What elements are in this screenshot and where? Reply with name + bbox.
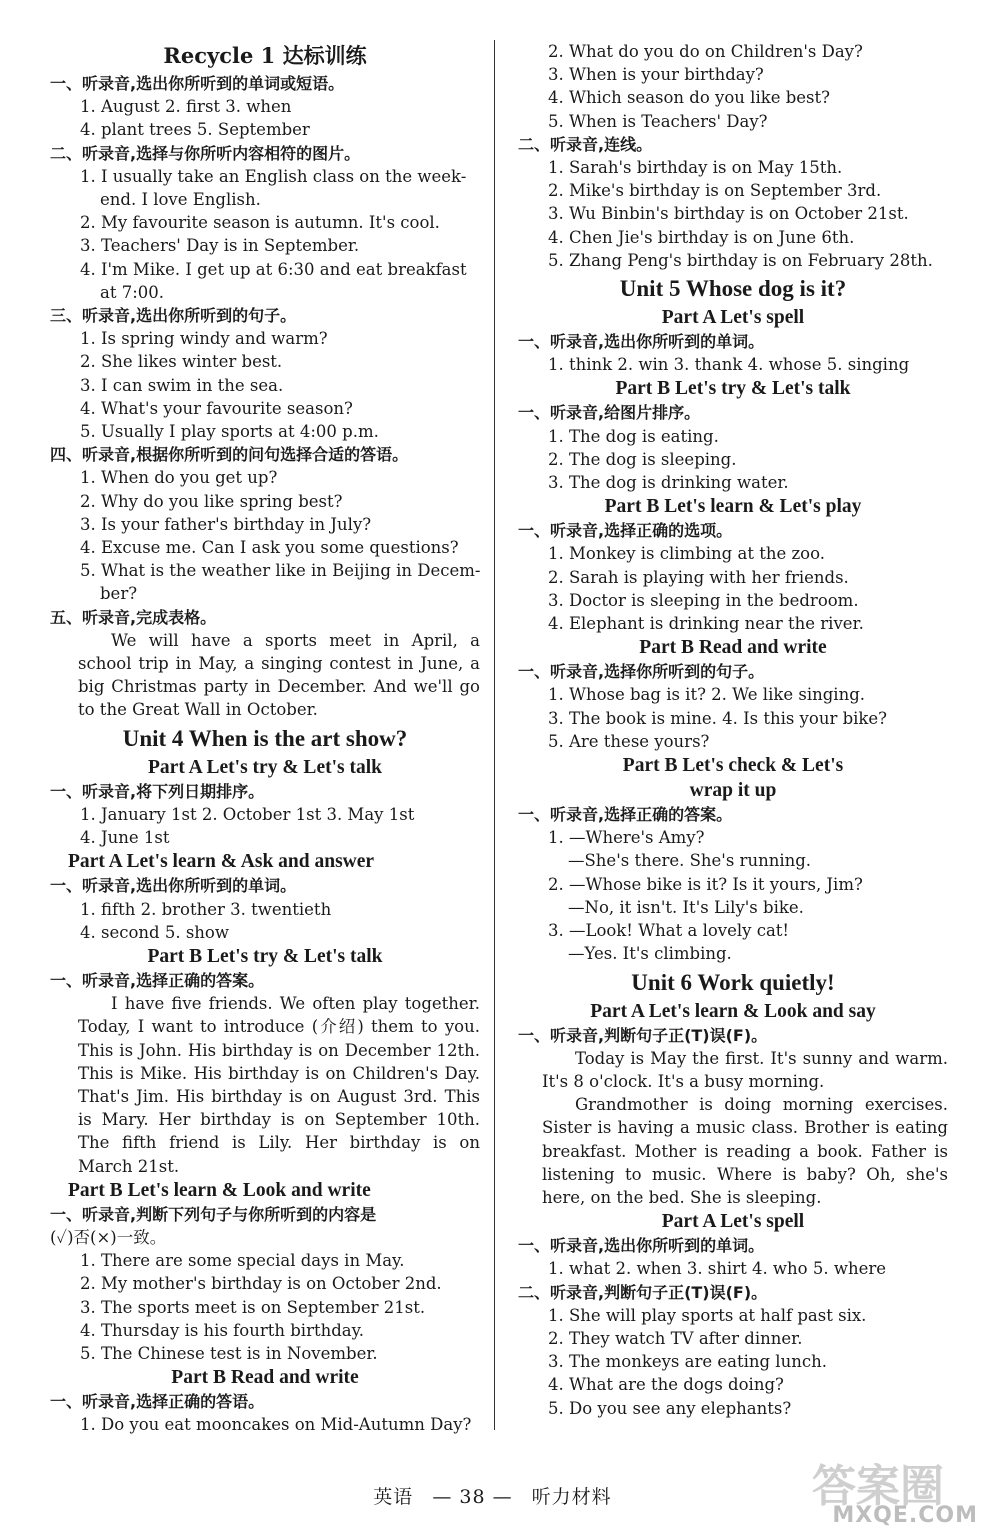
section-heading: 一、听录音,判断句子正(T)误(F)。 — [518, 1025, 768, 1045]
passage: We will have a sports meet in April, a school trip in May, a singing contest in June, a big Christmas party in December. And we'll go to the Great Wall in October. — [78, 630, 480, 720]
item: 2. My favourite season is autumn. It's cool. — [80, 213, 440, 233]
section-heading: 一、听录音,选择正确的答语。 — [50, 1392, 265, 1412]
item: 1. fifth 2. brother 3. twentieth — [80, 899, 332, 919]
dialogue-line: —She's there. She's running. — [568, 851, 812, 871]
item: 1. Whose bag is it? 2. We like singing. — [548, 685, 865, 705]
item: 3. When is your birthday? — [548, 65, 764, 85]
item: 5. Zhang Peng's birthday is on February 28th. — [548, 250, 933, 270]
dialogue-line: 2. —Whose bike is it? Is it yours, Jim? — [548, 874, 863, 894]
section-heading: 四、听录音,根据你所听到的问句选择合适的答语。 — [50, 445, 409, 465]
page-number: — 38 — — [432, 1486, 513, 1508]
section-heading-cont: (✓)否(×)一致。 — [50, 1227, 167, 1247]
unit4-title: Unit 4 When is the art show? — [122, 725, 408, 751]
right-column — [518, 40, 948, 1420]
part-title: Part B Read and write — [171, 1367, 359, 1389]
item: 4. second 5. show — [80, 922, 229, 942]
part-title: Part B Let's check & Let's — [622, 755, 844, 777]
footer-label: 听力材料 — [531, 1486, 612, 1508]
section-heading: 一、听录音,选择正确的答案。 — [518, 805, 733, 825]
item: 4. I'm Mike. I get up at 6:30 and eat breakfast — [80, 259, 467, 279]
item: 2. Sarah is playing with her friends. — [548, 567, 849, 587]
item: 1. She will play sports at half past six. — [548, 1305, 867, 1325]
item: 2. The dog is sleeping. — [548, 449, 737, 469]
item: 4. Which season do you like best? — [548, 88, 831, 108]
watermark — [812, 1450, 982, 1530]
part-title: Part A Let's try & Let's talk — [148, 756, 382, 778]
item: 1. think 2. win 3. thank 4. whose 5. singing — [548, 355, 910, 375]
item: 5. What is the weather like in Beijing in Decem- — [80, 561, 480, 581]
section-heading: 一、听录音,选择正确的选项。 — [518, 521, 733, 541]
item: 3. The sports meet is on September 21st. — [80, 1297, 426, 1317]
item: 3. The dog is drinking water. — [548, 473, 789, 493]
item: 3. I can swim in the sea. — [80, 375, 284, 395]
item: 5. Are these yours? — [548, 731, 710, 751]
part-title-cont: wrap it up — [689, 780, 777, 802]
watermark-logo: 答案圈 — [812, 1461, 944, 1512]
dialogue-line: —No, it isn't. It's Lily's bike. — [568, 897, 804, 917]
part-title: Part B Let's learn & Look and write — [68, 1179, 371, 1201]
item: 1. Do you eat mooncakes on Mid-Autumn Day? — [80, 1415, 472, 1435]
section-heading: 一、听录音,选出你所听到的单词或短语。 — [50, 74, 345, 93]
passage: I have five friends. We often play together. Today, I want to introduce (介绍) them to you. This is John. His birthday is on December 12th. This is Mike. His birthday is on Children's Day. That's Jim. His birthday is on August 3rd. This is Mary. Her birthday is on September 10th. The fifth friend is Lily. Her birthday is on March 21st. — [78, 994, 480, 1176]
item: 5. Usually I play sports at 4:00 p.m. — [80, 422, 379, 442]
item: 4. Excuse me. Can I ask you some questions? — [80, 538, 459, 558]
item: 5. The Chinese test is in November. — [80, 1343, 378, 1363]
item: 4. What's your favourite season? — [80, 398, 353, 418]
part-title: Part B Let's learn & Let's play — [604, 496, 862, 518]
part-title: Part A Let's spell — [661, 1211, 805, 1233]
section-heading: 一、听录音,选出你所听到的单词。 — [518, 332, 765, 352]
item: end. I love English. — [100, 190, 261, 210]
section-heading: 二、听录音,判断句子正(T)误(F)。 — [518, 1282, 768, 1302]
item: 2. Mike's birthday is on September 3rd. — [548, 181, 882, 201]
item: 1. what 2. when 3. shirt 4. who 5. where — [548, 1259, 887, 1279]
section-heading: 一、听录音,选出你所听到的单词。 — [50, 876, 297, 896]
section-heading: 一、听录音,选择正确的答案。 — [50, 970, 265, 990]
item: 4. Chen Jie's birthday is on June 6th. — [548, 227, 855, 247]
dialogue-line: 3. —Look! What a lovely cat! — [548, 921, 790, 941]
item: 1. Is spring windy and warm? — [80, 329, 328, 349]
item: 1. There are some special days in May. — [80, 1251, 405, 1271]
item: ber? — [100, 584, 138, 604]
section-heading: 一、听录音,选择你所听到的句子。 — [518, 662, 765, 682]
column-divider — [494, 40, 495, 1430]
left-column — [50, 40, 480, 1437]
section-heading: 五、听录音,完成表格。 — [50, 607, 217, 627]
item: 3. The monkeys are eating lunch. — [548, 1352, 827, 1372]
item: 1. The dog is eating. — [548, 426, 719, 446]
item: 3. Wu Binbin's birthday is on October 21st. — [548, 204, 909, 224]
unit6-title: Unit 6 Work quietly! — [631, 969, 835, 995]
recycle-title: Recycle 1 达标训练 — [163, 43, 367, 68]
section-heading: 二、听录音,选择与你所听内容相符的图片。 — [50, 143, 361, 163]
item: 4. June 1st — [80, 828, 170, 848]
passage: Today is May the first. It's sunny and warm. It's 8 o'clock. It's a busy morning. — [542, 1048, 948, 1091]
section-heading: 一、听录音,给图片排序。 — [518, 403, 701, 423]
dialogue-line: 1. —Where's Amy? — [548, 828, 705, 848]
part-title: Part A Let's learn & Ask and answer — [68, 851, 375, 873]
item: 5. When is Teachers' Day? — [548, 111, 768, 131]
dialogue-line: —Yes. It's climbing. — [568, 944, 732, 964]
item: 1. Sarah's birthday is on May 15th. — [548, 158, 843, 178]
item: 3. Doctor is sleeping in the bedroom. — [548, 590, 859, 610]
item: 5. Do you see any elephants? — [548, 1398, 792, 1418]
part-title: Part B Let's try & Let's talk — [147, 945, 383, 967]
item: 1. Monkey is climbing at the zoo. — [548, 544, 825, 564]
item: at 7:00. — [100, 282, 165, 302]
item: 1. January 1st 2. October 1st 3. May 1st — [80, 804, 415, 824]
item: 3. The book is mine. 4. Is this your bike? — [548, 708, 888, 728]
item: 3. Is your father's birthday in July? — [80, 514, 372, 534]
watermark-url: MXQE.COM — [832, 1503, 978, 1528]
unit5-title: Unit 5 Whose dog is it? — [619, 276, 847, 302]
item: 1. August 2. first 3. when — [80, 97, 292, 117]
item: 2. My mother's birthday is on October 2nd. — [80, 1274, 442, 1294]
part-title: Part A Let's learn & Look and say — [590, 1000, 876, 1022]
part-title: Part B Let's try & Let's talk — [615, 378, 851, 400]
item: 4. Elephant is drinking near the river. — [548, 614, 864, 634]
item: 2. They watch TV after dinner. — [548, 1328, 803, 1348]
section-heading: 一、听录音,选出你所听到的单词。 — [518, 1236, 765, 1256]
footer-subject: 英语 — [373, 1486, 414, 1508]
item: 4. plant trees 5. September — [80, 120, 310, 140]
item: 2. She likes winter best. — [80, 352, 283, 372]
part-title: Part A Let's spell — [661, 307, 805, 329]
section-heading: 一、听录音,判断下列句子与你所听到的内容是 — [50, 1204, 377, 1224]
part-title: Part B Read and write — [639, 637, 827, 659]
item: 2. What do you do on Children's Day? — [548, 42, 863, 61]
item: 3. Teachers' Day is in September. — [80, 236, 360, 256]
item: 1. I usually take an English class on the week- — [80, 166, 467, 186]
item: 1. When do you get up? — [80, 468, 278, 488]
section-heading: 三、听录音,选出你所听到的句子。 — [50, 306, 297, 326]
section-heading: 二、听录音,连线。 — [518, 134, 653, 154]
item: 4. Thursday is his fourth birthday. — [80, 1320, 364, 1340]
item: 4. What are the dogs doing? — [548, 1375, 784, 1395]
item: 2. Why do you like spring best? — [80, 491, 343, 511]
passage: Grandmother is doing morning exercises. Sister is having a music class. Brother is eating breakfast. Mother is reading a book. Father is listening to music. Where is baby? Oh, she's here, on the bed. She is sleeping. — [542, 1095, 948, 1207]
section-heading: 一、听录音,将下列日期排序。 — [50, 781, 265, 801]
